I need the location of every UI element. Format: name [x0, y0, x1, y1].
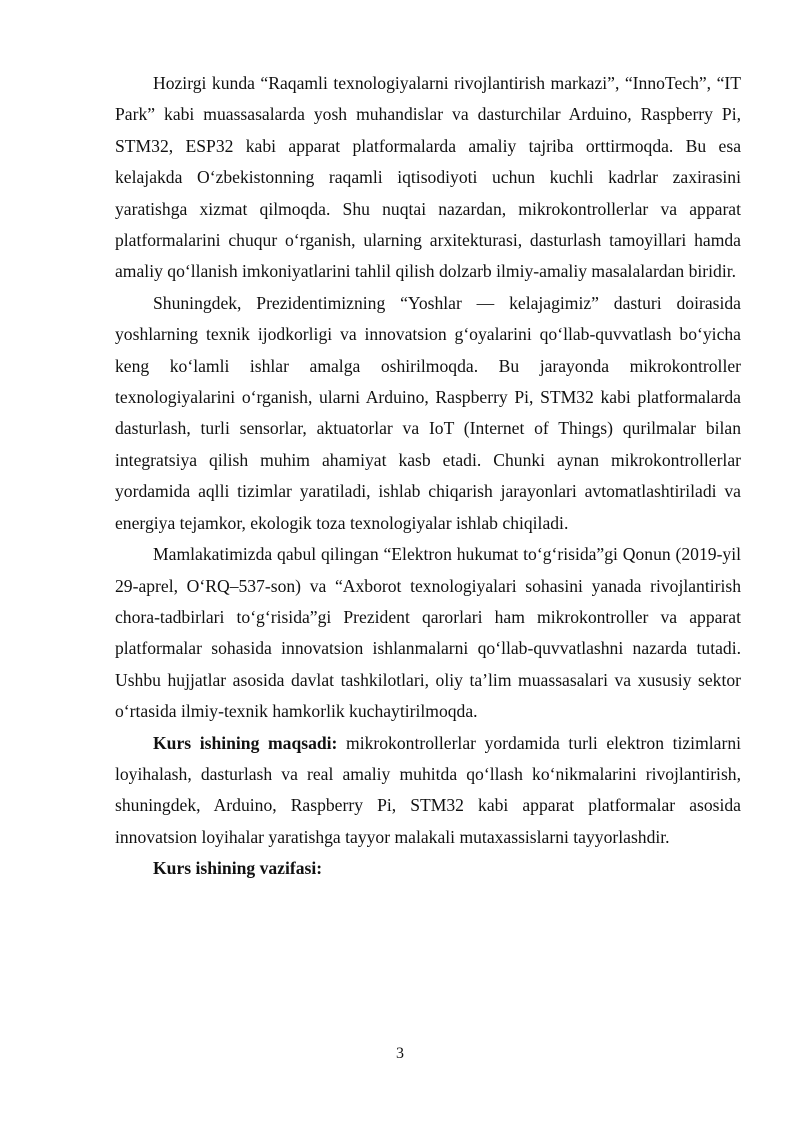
tasks-heading: Kurs ishining vazifasi:: [153, 858, 323, 879]
paragraph-1: [115, 68, 741, 288]
goal-text: mikrokontrollerlar yordamida turli elektron tizimlarni loyihalash, dasturlash va real amaliy muhitda qo‘llash ko‘nikmalarini rivojlantirish, shuningdek, Arduino, Raspberry Pi, STM32 kabi apparat platformalar asosida innovatsion loyihalar yaratishga tayyor malakali mutaxassislarni tayyorlashdir.: [115, 732, 742, 847]
paragraph-2: [115, 288, 741, 539]
paragraph-goal: [115, 728, 741, 854]
document-body: [115, 68, 741, 885]
paragraph-1-text: Hozirgi kunda “Raqamli texnologiyalarni rivojlantirish markazi”, “InnoTech”, “IT Park” kabi muassasalarda yosh muhandislar va dasturchilar Arduino, Raspberry Pi, STM32, ESP32 kabi apparat platformalarda amaliy tajriba orttirmoqda. Bu esa kelajakda O‘zbekistonning raqamli iqtisodiyoti uchun kuchli kadrlar zaxirasini yaratishga xizmat qilmoqda. Shu nuqtai nazardan, mikrokontrollerlar va apparat platformalarini chuqur o‘rganish, ularning arxitekturasi, dasturlash tamoyillari hamda amaliy qo‘llanish imkoniyatlarini tahlil qilish dolzarb ilmiy-amaliy masalalardan biridir.: [115, 73, 741, 282]
paragraph-2-text: Shuningdek, Prezidentimizning “Yoshlar — kelajagimiz” dasturi doirasida yoshlarning texnik ijodkorligi va innovatsion g‘oyalarini qo‘llab-quvvatlash bo‘yicha keng ko‘lamli ishlar amalga oshirilmoqda. Bu jarayonda mikrokontroller texnologiyalarini o‘rganish, ularni Arduino, Raspberry Pi, STM32 kabi platformalarda dasturlash, turli sensorlar, aktuatorlar va IoT (Internet of Things) qurilmalar bilan integratsiya qilish muhim ahamiyat kasb etadi. Chunki aynan mikrokontrollerlar yordamida aqlli tizimlar yaratiladi, ishlab chiqarish jarayonlari avtomatlashtiriladi va energiya tejamkor, ekologik toza texnologiyalar ishlab chiqiladi.: [115, 292, 741, 533]
paragraph-3-text: Mamlakatimizda qabul qilingan “Elektron hukumat to‘g‘risida”gi Qonun (2019-yil 29-aprel, O‘RQ–537-son) va “Axborot texnologiyalari sohasini yanada rivojlantirish chora-tadbirlari to‘g‘risida”gi Prezident qarorlari ham mikrokontroller va apparat platformalar sohasida innovatsion ishlanmalarni qo‘llab-quvvatlashni nazarda tutadi. Ushbu hujjatlar asosida davlat tashkilotlari, oliy ta’lim muassasalari va xususiy sektor o‘rtasida ilmiy-texnik hamkorlik kuchaytirilmoqda.: [115, 544, 741, 722]
goal-lead: Kurs ishining maqsadi:: [153, 732, 338, 753]
page-number: 3: [396, 1045, 404, 1062]
paragraph-3: [115, 539, 741, 727]
